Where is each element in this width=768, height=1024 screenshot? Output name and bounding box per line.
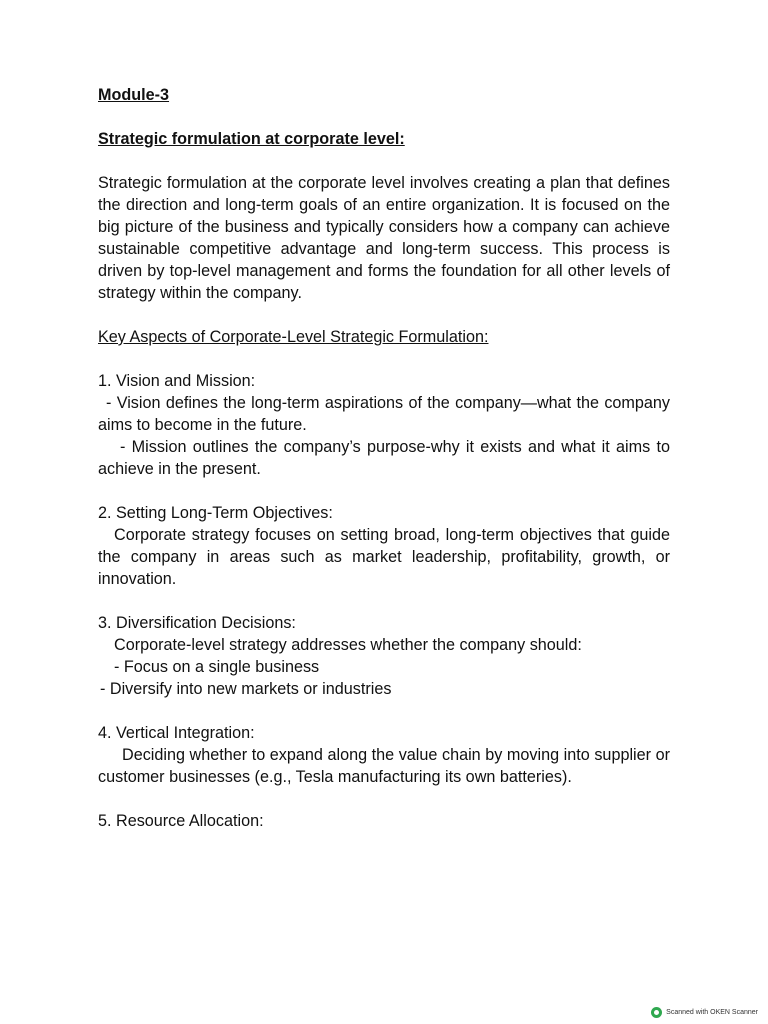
key-aspects-heading: Key Aspects of Corporate-Level Strategic Formulation: xyxy=(98,328,489,346)
watermark-text: Scanned with OKEN Scanner xyxy=(666,1009,758,1016)
item-title: 2. Setting Long-Term Objectives: xyxy=(98,504,333,522)
list-item-vertical-integration xyxy=(98,722,670,788)
item-line: Deciding whether to expand along the value chain by moving into supplier or customer businesses (e.g., Tesla manufacturing its own batteries). xyxy=(98,746,670,786)
item-line: Corporate-level strategy addresses whether the company should: xyxy=(114,636,582,654)
item-title: 1. Vision and Mission: xyxy=(98,372,256,390)
list-item-vision-mission xyxy=(98,370,670,480)
item-line: - Mission outlines the company’s purpose-why it exists and what it aims to achieve in the present. xyxy=(98,438,670,478)
item-title: 3. Diversification Decisions: xyxy=(98,614,296,632)
item-title: 4. Vertical Integration: xyxy=(98,724,255,742)
intro-paragraph: Strategic formulation at the corporate level involves creating a plan that defines the direction and long-term goals of an entire organization. It is focused on the big picture of the business and typically considers how a company can achieve sustainable competitive advantage and long-term success. This process is driven by top-level management and forms the foundation for all other levels of strategy within the company. xyxy=(98,174,670,302)
list-item-diversification xyxy=(98,612,670,700)
list-item-resource-allocation xyxy=(98,810,670,832)
item-line: - Diversify into new markets or industries xyxy=(100,680,392,698)
section-title: Strategic formulation at corporate level: xyxy=(98,130,405,148)
item-line: - Vision defines the long-term aspirations of the company—what the company aims to become in the future. xyxy=(98,394,670,434)
list-item-long-term-objectives xyxy=(98,502,670,590)
scanner-watermark xyxy=(651,1007,758,1018)
item-title: 5. Resource Allocation: xyxy=(98,812,264,830)
scanner-logo-icon xyxy=(651,1007,662,1018)
item-line: Corporate strategy focuses on setting broad, long-term objectives that guide the company in areas such as market leadership, profitability, growth, or innovation. xyxy=(98,526,670,588)
item-line: - Focus on a single business xyxy=(114,658,320,676)
module-title: Module-3 xyxy=(98,86,170,104)
document-page xyxy=(98,84,670,854)
